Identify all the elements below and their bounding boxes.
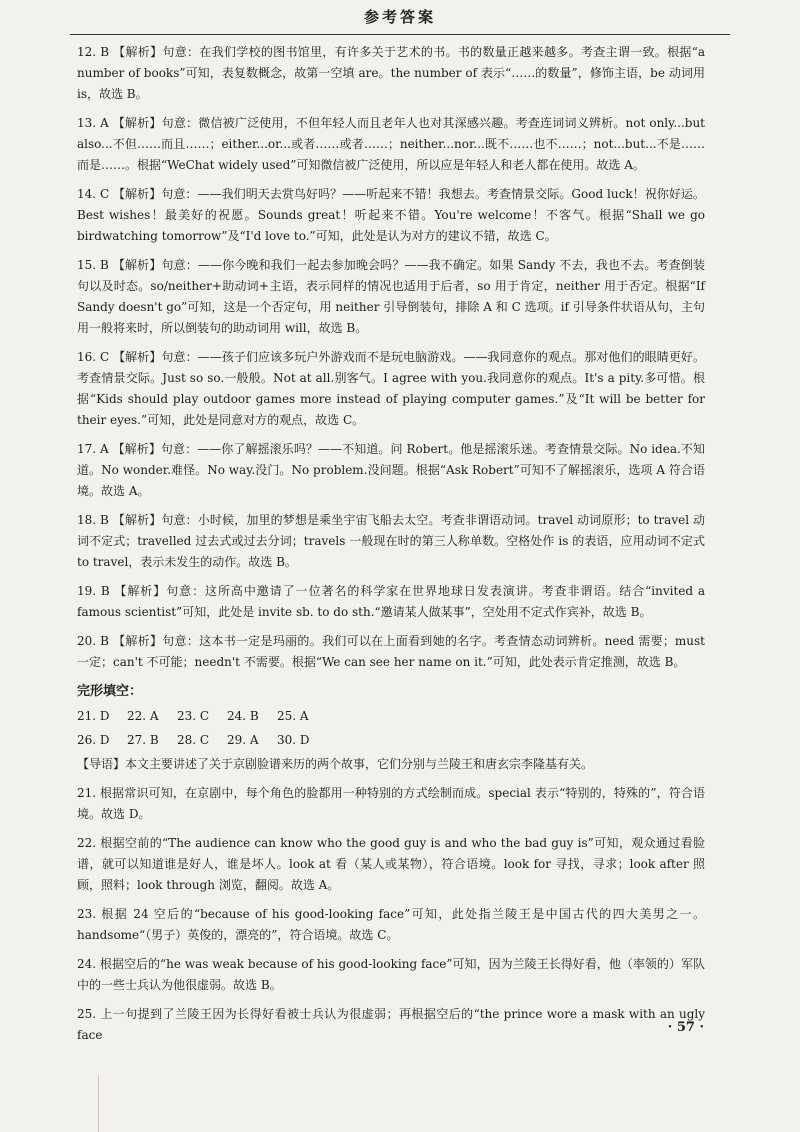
explanation-18: 18. B 【解析】句意：小时候，加里的梦想是乘坐宇宙飞船去太空。考查非谓语动词。travel 动词原形；to travel 动词不定式；travelled 过去式或过去分词；travels 一般现在时的第三人称单数。空格处作 is 的表语，应用动词不定式 to travel，表示未发生的动作。故选 B。 xyxy=(77,513,705,569)
explanation-12: 12. B 【解析】句意：在我们学校的图书馆里，有许多关于艺术的书。书的数量正越来越多。考查主谓一致。根据“a number of books”可知，表复数概念，故第一空填 are。the number of 表示“……的数量”，修饰主语，be 动词用 is，故选 B。 xyxy=(77,45,705,101)
answer-cell: 29. A xyxy=(227,733,259,747)
explanation-16: 16. C 【解析】句意：——孩子们应该多玩户外游戏而不是玩电脑游戏。——我同意你的观点。那对他们的眼睛更好。考查情景交际。Just so so.一般般。Not at all.别客气。I agree with you.我同意你的观点。It's a pity.多可惜。根据“Kids should play outdoor games more instead of playing computer games.”及“It will be better for their eyes.”可知，此处是同意对方的观点，故选 C。 xyxy=(77,350,705,427)
answer-cell: 22. A xyxy=(127,709,159,723)
answer-cell: 27. B xyxy=(127,733,159,747)
explanation-14: 14. C 【解析】句意：——我们明天去赏鸟好吗？——听起来不错！我想去。考查情景交际。Good luck！祝你好运。Best wishes！最美好的祝愿。Sounds great！听起来不错。You're welcome！不客气。根据“Shall we go birdwatching tomorrow”及“I'd love to.”可知，此处是认为对方的建议不错，故选 C。 xyxy=(77,187,705,243)
answer-cell: 24. B xyxy=(227,709,259,723)
answer-cell: 30. D xyxy=(277,733,310,747)
cloze-explanation-24: 24. 根据空后的“he was weak because of his good-looking face”可知，因为兰陵王长得好看，他（率领的）军队中的一些士兵认为他很虚弱。故选 B。 xyxy=(77,957,705,992)
cloze-explanation-21: 21. 根据常识可知，在京剧中，每个角色的脸都用一种特别的方式绘制而成。special 表示“特别的，特殊的”，符合语境。故选 D。 xyxy=(77,786,705,821)
answer-row xyxy=(77,730,705,751)
answer-cell: 28. C xyxy=(177,733,210,747)
answer-cell: 23. C xyxy=(177,709,210,723)
lead-in: 【导语】本文主要讲述了关于京剧脸谱来历的两个故事，它们分别与兰陵王和唐玄宗李隆基有关。 xyxy=(77,757,594,771)
binding-margin-line xyxy=(98,1075,99,1132)
explanation-13: 13. A 【解析】句意：微信被广泛使用，不但年轻人而且老年人也对其深感兴趣。考查连词词义辨析。not only...but also...不但……而且……；either...or...或者……或者……；neither...nor...既不……也不……；not...but...不是……而是……。根据“WeChat widely used”可知微信被广泛使用，所以应是年轻人和老人都在使用。故选 A。 xyxy=(77,116,705,172)
content xyxy=(77,42,705,1054)
cloze-explanation-22: 22. 根据空前的“The audience can know who the good guy is and who the bad guy is”可知，观众通过看脸谱，就可以知道谁是好人，谁是坏人。look at 看（某人或某物），符合语境。look for 寻找，寻求；look after 照顾，照料；look through 浏览，翻阅。故选 A。 xyxy=(77,836,705,892)
answer-cell: 25. A xyxy=(277,709,309,723)
answer-key xyxy=(77,706,705,751)
explanations-bottom xyxy=(77,754,705,1046)
section-title-cloze: 完形填空： xyxy=(77,684,143,699)
cloze-explanation-23: 23. 根据 24 空后的“because of his good-looking face”可知，此处指兰陵王是中国古代的四大美男之一。handsome“（男子）英俊的，漂亮的”，符合语境。故选 C。 xyxy=(77,907,705,942)
explanation-15: 15. B 【解析】句意：——你今晚和我们一起去参加晚会吗？——我不确定。如果 Sandy 不去，我也不去。考查倒装句以及时态。so/neither+助动词+主语，表示同样的情况也适用于后者，so 用于肯定，neither 用于否定。根据“If Sandy doesn't go”可知，这是一个否定句，用 neither 引导倒装句，排除 A 和 C 选项。if 引导条件状语从句，主句用一般将来时，所以倒装句的助动词用 will，故选 B。 xyxy=(77,258,705,335)
explanations-top xyxy=(77,42,705,673)
header-rule xyxy=(70,34,730,35)
page-number: · 57 · xyxy=(667,1020,704,1035)
header-title: 参考答案 xyxy=(363,8,436,26)
answer-cell: 26. D xyxy=(77,733,110,747)
explanation-17: 17. A 【解析】句意：——你了解摇滚乐吗？——不知道。问 Robert。他是摇滚乐迷。考查情景交际。No idea.不知道。No wonder.难怪。No way.没门。No problem.没问题。根据“Ask Robert”可知不了解摇滚乐，选项 A 符合语境。故选 A。 xyxy=(77,442,705,498)
explanation-19: 19. B 【解析】句意：这所高中邀请了一位著名的科学家在世界地球日发表演讲。考查非谓语。结合“invited a famous scientist”可知，此处是 invite sb. to do sth.“邀请某人做某事”，空处用不定式作宾补，故选 B。 xyxy=(77,584,705,619)
page-header xyxy=(0,0,800,34)
answer-row xyxy=(77,706,705,727)
answer-cell: 21. D xyxy=(77,709,110,723)
cloze-explanation-25: 25. 上一句提到了兰陵王因为长得好看被士兵认为很虚弱；再根据空后的“the prince wore a mask with an ugly face xyxy=(77,1007,705,1042)
explanation-20: 20. B 【解析】句意：这本书一定是玛丽的。我们可以在上面看到她的名字。考查情态动词辨析。need 需要；must 一定；can't 不可能；needn't 不需要。根据“We can see her name on it.”可知，此处表示肯定推测，故选 B。 xyxy=(77,634,705,669)
